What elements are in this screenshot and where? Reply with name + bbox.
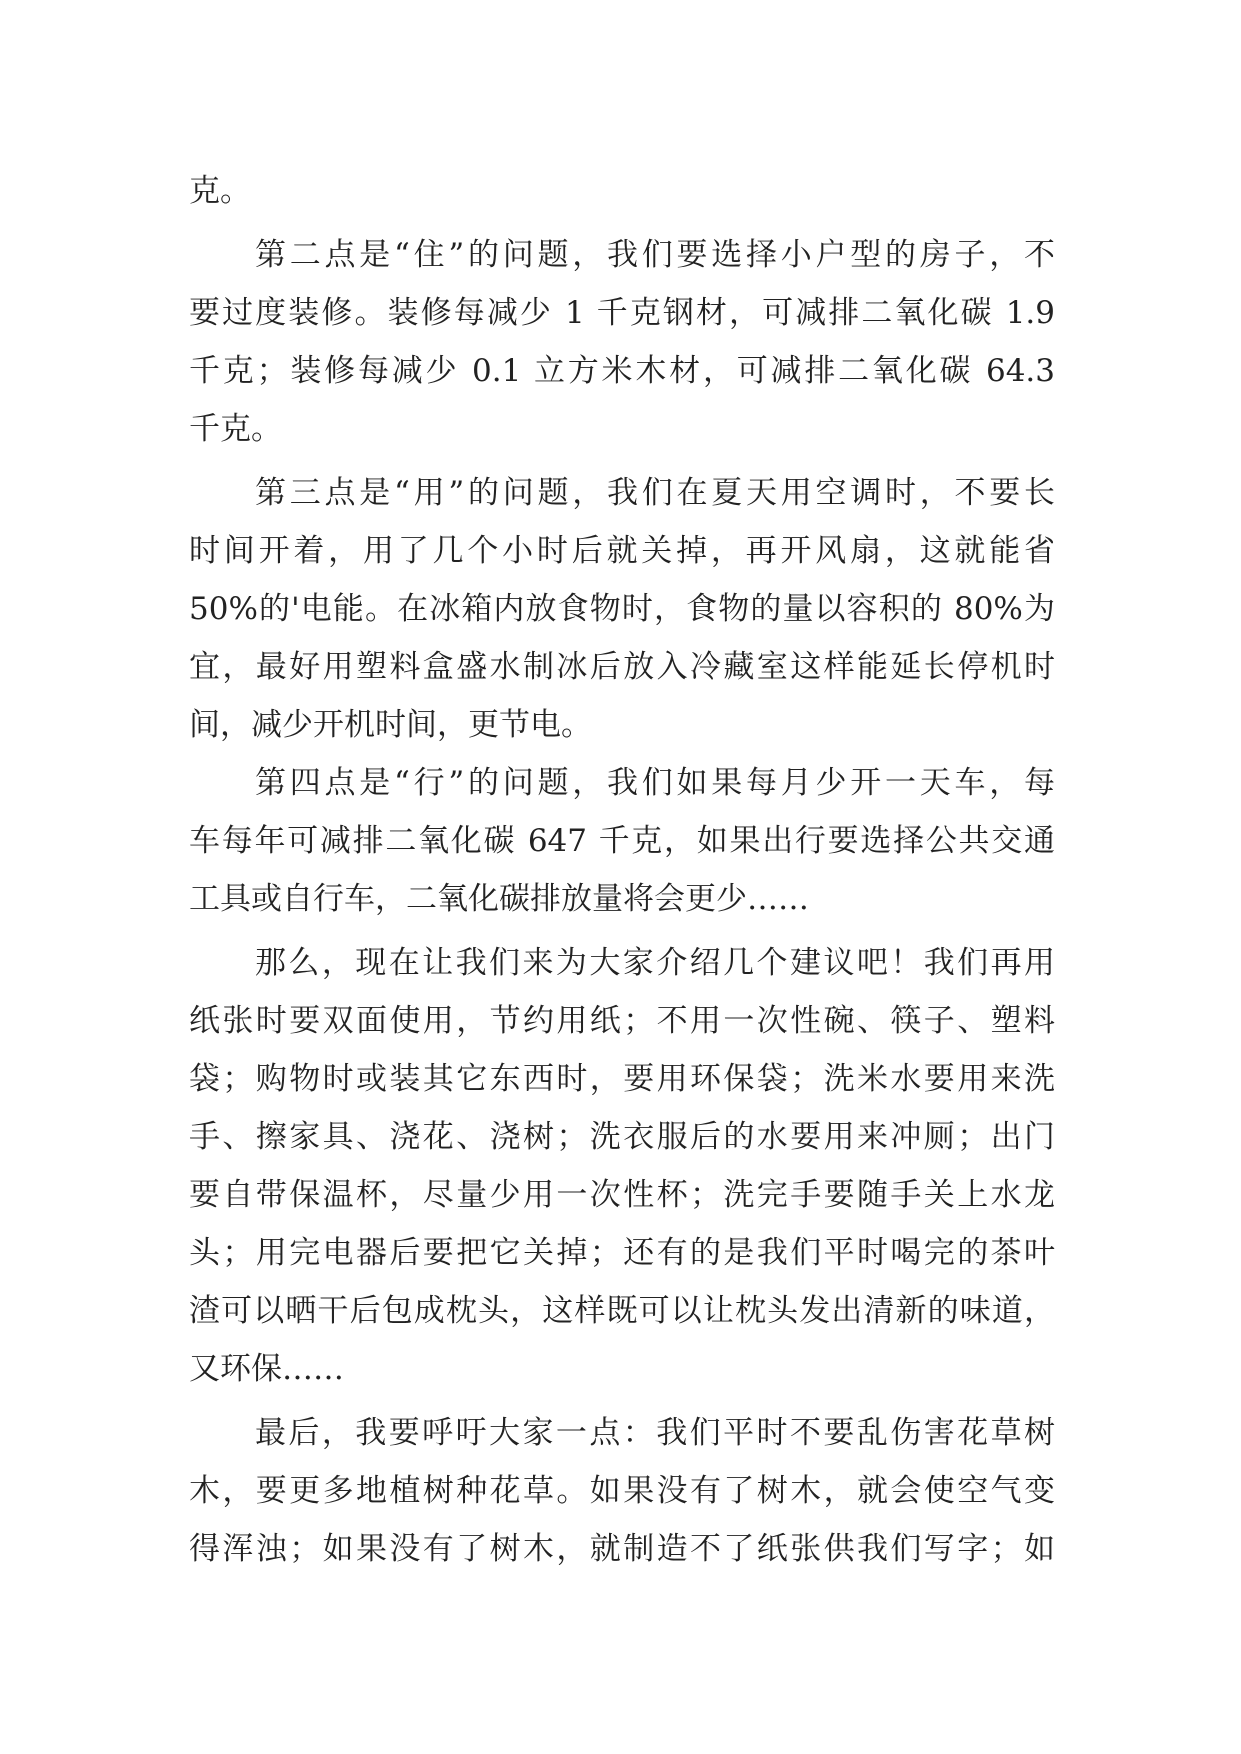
paragraph-first-line: 最后，我要呼吁大家一点：我们平时不要乱伤害花草树 (255, 1415, 1055, 1451)
text-line: 纸张时要双面使用，节约用纸；不用一次性碗、筷子、塑料 (189, 1003, 1055, 1039)
text-line: 宜，最好用塑料盒盛水制冰后放入冷藏室这样能延长停机时 (189, 649, 1055, 685)
text-line: 要过度装修。装修每减少 1 千克钢材，可减排二氧化碳 1.9 (189, 295, 1055, 331)
text-line: 克。 (189, 173, 251, 209)
text-line: 渣可以晒干后包成枕头，这样既可以让枕头发出清新的味道， (189, 1293, 1055, 1329)
text-line: 50%的'电能。在冰箱内放食物时，食物的量以容积的 80%为 (189, 591, 1055, 627)
document-body (189, 162, 1055, 1578)
paragraph-first-line: 那么，现在让我们来为大家介绍几个建议吧！我们再用 (255, 945, 1055, 981)
text-line: 间，减少开机时间，更节电。 (189, 707, 592, 743)
text-line: 要自带保温杯，尽量少用一次性杯；洗完手要随手关上水龙 (189, 1177, 1055, 1213)
text-line: 袋；购物时或装其它东西时，要用环保袋；洗米水要用来洗 (189, 1061, 1055, 1097)
text-line: 时间开着，用了几个小时后就关掉，再开风扇，这就能省 (189, 533, 1055, 569)
text-line: 千克。 (189, 411, 282, 447)
paragraph-first-line: 第三点是“用”的问题，我们在夏天用空调时，不要长 (255, 475, 1055, 511)
text-line: 千克；装修每减少 0.1 立方米木材，可减排二氧化碳 64.3 (189, 353, 1055, 389)
text-line: 车每年可减排二氧化碳 647 千克，如果出行要选择公共交通 (189, 823, 1055, 859)
paragraph-first-line: 第四点是“行”的问题，我们如果每月少开一天车，每 (255, 765, 1055, 801)
text-line: 又环保…… (189, 1351, 344, 1387)
text-line: 得浑浊；如果没有了树木，就制造不了纸张供我们写字；如 (189, 1531, 1055, 1567)
text-line: 木，要更多地植树种花草。如果没有了树木，就会使空气变 (189, 1473, 1055, 1509)
text-line: 头；用完电器后要把它关掉；还有的是我们平时喝完的茶叶 (189, 1235, 1055, 1271)
paragraph-first-line: 第二点是“住”的问题，我们要选择小户型的房子，不 (255, 237, 1055, 273)
text-line: 工具或自行车，二氧化碳排放量将会更少…… (189, 881, 809, 917)
text-line: 手、擦家具、浇花、浇树；洗衣服后的水要用来冲厕；出门 (189, 1119, 1055, 1155)
